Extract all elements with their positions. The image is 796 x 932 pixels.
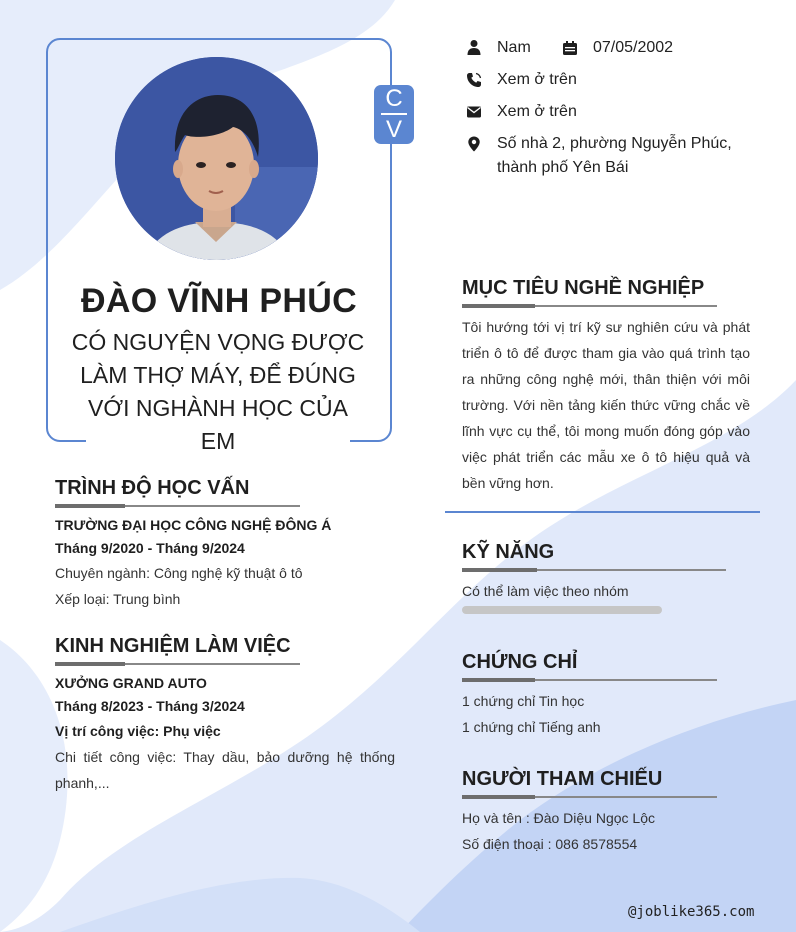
objective-headline: CÓ NGUYỆN VỌNG ĐƯỢC LÀM THỢ MÁY, ĐỂ ĐÚNG VỚI NGHÀNH HỌC CỦA EM	[71, 329, 365, 454]
gender-value: Nam	[497, 39, 531, 56]
cv-badge-v: V	[385, 116, 402, 143]
address-line-1: Số nhà 2, phường Nguyễn Phúc,	[497, 135, 732, 152]
portrait-illustration	[115, 57, 318, 260]
envelope-icon	[466, 104, 482, 120]
calendar-icon	[562, 40, 578, 56]
email-value: Xem ở trên	[497, 103, 577, 120]
full-name: ĐÀO VĨNH PHÚC	[81, 282, 357, 320]
experience-title: KINH NGHIỆM LÀM VIỆC	[55, 635, 291, 657]
career-goal-text: Tôi hướng tới vị trí kỹ sư nghiên cứu và phát triển ô tô để được tham gia vào quá trình tạo ra những công nghệ mới, thân thiện với môi trường. Với nền tảng kiến thức vững chắc về lĩnh vực cụ thể, tôi mong muốn đóng góp vào việc phát triển các mẫu xe ô tô hiệu quả và bền vững hơn.	[462, 319, 750, 491]
education-title: TRÌNH ĐỘ HỌC VẤN	[55, 477, 250, 499]
experience-underline	[55, 663, 300, 665]
experience-company: XƯỞNG GRAND AUTO	[55, 675, 207, 691]
experience-position: Vị trí công việc: Phụ việc	[55, 723, 221, 739]
skill-level-bar	[462, 606, 662, 614]
skills-title: KỸ NĂNG	[462, 541, 555, 563]
references-underline	[462, 796, 717, 798]
watermark: @joblike365.com	[628, 904, 755, 920]
cv-badge-c: C	[385, 85, 403, 112]
education-rank: Xếp loại: Trung bình	[55, 591, 181, 607]
skill-item: Có thể làm việc theo nhóm	[462, 583, 629, 599]
education-school: TRƯỜNG ĐẠI HỌC CÔNG NGHỆ ĐÔNG Á	[55, 517, 332, 533]
skills-underline	[462, 569, 726, 571]
phone-value: Xem ở trên	[497, 71, 577, 88]
reference-phone: Số điện thoại : 086 8578554	[462, 836, 638, 852]
education-major: Chuyên ngành: Công nghệ kỹ thuật ô tô	[55, 565, 303, 581]
experience-detail: Chi tiết công việc: Thay dầu, bảo dưỡng hệ thống phanh,...	[55, 749, 395, 791]
references-title: NGƯỜI THAM CHIẾU	[462, 768, 663, 790]
certificate-item: 1 chứng chỉ Tiếng anh	[462, 719, 601, 735]
reference-name: Họ và tên : Đào Diệu Ngọc Lộc	[462, 810, 655, 826]
career-goal-underline	[462, 305, 717, 307]
location-pin-icon	[466, 136, 482, 152]
address-line-2: thành phố Yên Bái	[497, 159, 629, 176]
education-underline	[55, 505, 300, 507]
certificates-underline	[462, 679, 717, 681]
birthday-value: 07/05/2002	[593, 39, 674, 56]
section-divider	[445, 511, 760, 513]
education-period: Tháng 9/2020 - Tháng 9/2024	[55, 540, 245, 556]
career-goal-title: MỤC TIÊU NGHỀ NGHIỆP	[462, 277, 705, 299]
cv-badge	[374, 85, 414, 144]
certificates-title: CHỨNG CHỈ	[462, 651, 578, 673]
certificate-item: 1 chứng chỉ Tin học	[462, 693, 585, 709]
experience-period: Tháng 8/2023 - Tháng 3/2024	[55, 698, 245, 714]
phone-icon	[466, 72, 482, 88]
user-icon	[466, 39, 482, 55]
avatar-photo	[115, 57, 318, 260]
